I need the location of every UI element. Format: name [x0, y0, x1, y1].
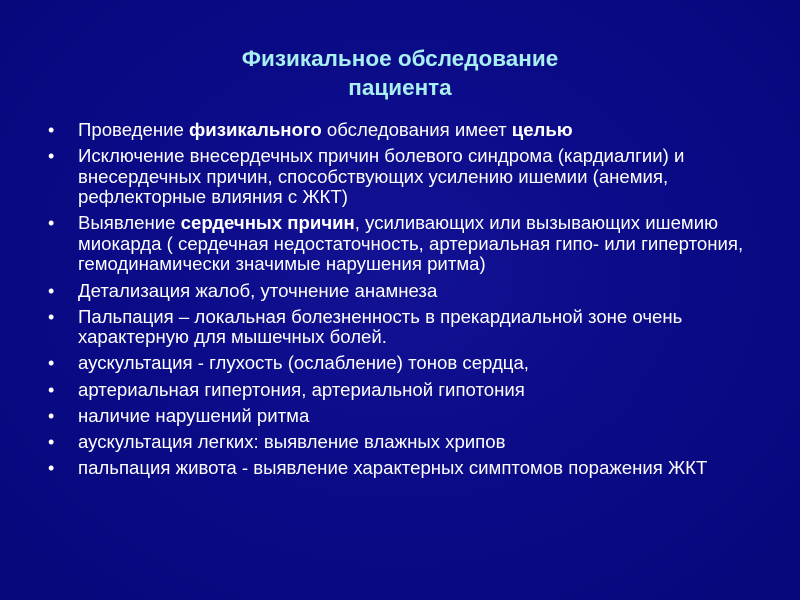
slide-title	[0, 44, 800, 102]
bullet-text	[78, 352, 529, 373]
bullet-text	[78, 431, 505, 452]
bullet-text	[78, 457, 707, 478]
bullet-item	[48, 432, 760, 453]
bullet-text-part: Выявление	[78, 212, 181, 234]
bullet-item	[48, 353, 760, 374]
bullet-marker: •	[48, 432, 55, 452]
bullet-marker: •	[48, 458, 55, 479]
bullet-text-part: наличие нарушений ритма	[78, 404, 310, 426]
bullet-text-part: Исключение внесердечных причин болевого синдрома (кардиалгии) и внесердечных причин, способствующих усилению ишемии (анемия, рефлекторные влияния с ЖКТ)	[78, 145, 685, 208]
bullet-text-part: обследования имеет	[321, 119, 512, 140]
bullet-text-part: Пальпация – локальная болезненность в прекардиальной зоне очень характерную для мышечных болей.	[78, 305, 683, 348]
bullet-text-bold: сердечных причин	[180, 212, 355, 234]
bullet-text	[78, 145, 684, 207]
bullet-text	[78, 119, 573, 140]
bullet-text-bold: целью	[511, 119, 573, 140]
bullet-marker: •	[48, 353, 55, 374]
bullet-item	[48, 380, 760, 401]
bullet-text-part: Детализация жалоб, уточнение анамнеза	[78, 279, 438, 301]
bullet-item	[48, 458, 760, 479]
bullet-text	[78, 405, 309, 426]
bullet-marker: •	[48, 405, 55, 426]
bullet-item	[48, 406, 760, 427]
bullet-item	[48, 281, 760, 302]
bullet-marker: •	[48, 213, 55, 234]
bullet-marker: •	[48, 306, 55, 327]
bullet-text-part: артериальная гипертония, артериальной гипотония	[78, 378, 525, 400]
bullet-text	[78, 306, 682, 348]
bullet-text	[78, 280, 437, 301]
slide-title-line-1: Физикальное обследование	[241, 46, 559, 71]
bullet-text-part: аускультация легких: выявление влажных хрипов	[78, 431, 506, 452]
bullet-marker: •	[48, 280, 55, 301]
bullet-item	[48, 213, 760, 275]
bullet-marker: •	[48, 379, 55, 400]
bullet-marker: •	[48, 120, 55, 140]
bullet-text-part: Проведение	[78, 119, 189, 140]
bullet-marker: •	[48, 146, 55, 167]
bullet-text	[78, 212, 743, 274]
slide-title-line-2: пациента	[348, 75, 452, 100]
bullet-item	[48, 146, 760, 208]
bullet-text	[78, 379, 525, 400]
bullet-text-part: аускультация - глухость (ослабление) тонов сердца,	[78, 352, 529, 374]
bullet-text-part: , усиливающих или вызывающих ишемию миокарда ( сердечная недостаточность, артериальная гипо- или гипертония, гемодинамически значимые нарушения ритма)	[78, 212, 744, 275]
bullet-item	[48, 307, 760, 348]
bullet-item	[48, 120, 760, 141]
bullet-text-bold: физикального	[189, 119, 322, 140]
bullet-list	[48, 120, 760, 484]
bullet-text-part: пальпация живота - выявление характерных симптомов поражения ЖКТ	[78, 457, 708, 479]
